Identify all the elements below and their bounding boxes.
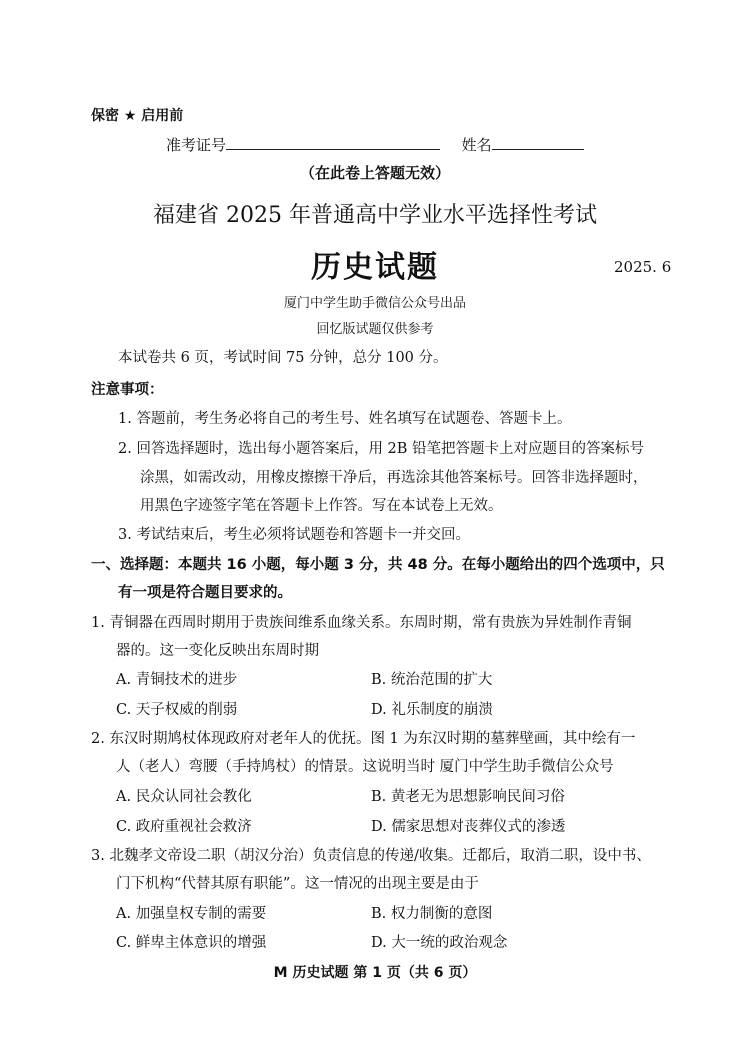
question-3-stem: 3. 北魏孝文帝设二职（胡汉分治）负责信息的传递/收集。迁都后，取消二职，设中书、 [91, 848, 651, 864]
note-item-2-cont: 涂黑，如需改动，用橡皮擦擦干净后，再选涂其他答案标号。回答非选择题时， [140, 470, 648, 486]
question-2-stem: 2. 东汉时期鸠杖体现政府对老年人的优抚。图 1 为东汉时期的墓葬壁画，其中绘有一 [91, 731, 636, 747]
name-blank [492, 135, 584, 150]
note-item-2: 2. 回答选择题时，选出每小题答案后，用 2B 铅笔把答题卡上对应题目的答案标号 [118, 441, 645, 457]
name-label: 姓名 [461, 136, 492, 154]
question-2-stem-cont: 人（老人）弯腰（手持鸠杖）的情景。这说明当时 厦门中学生助手微信公众号 [116, 759, 614, 775]
confidential-label: 保密 ★ 启用前 [91, 108, 184, 124]
question-1-stem: 1. 青铜器在西周时期用于贵族间维系血缘关系。东周时期，常有贵族为异姓制作青铜 [91, 615, 632, 631]
question-3-option-b: B. 权力制衡的意图 [371, 906, 493, 922]
question-1-option-a: A. 青铜技术的进步 [116, 672, 238, 688]
question-3-option-c: C. 鲜卑主体意识的增强 [116, 935, 267, 951]
question-2-option-c: C. 政府重视社会救济 [116, 819, 252, 835]
question-2-option-b: B. 黄老无为思想影响民间习俗 [371, 789, 565, 805]
page-footer: M 历史试题 第 1 页（共 6 页） [273, 965, 477, 981]
question-1-option-b: B. 统治范围的扩大 [371, 672, 493, 688]
question-3-option-a: A. 加强皇权专制的需要 [116, 906, 267, 922]
question-1-option-c: C. 天子权威的削弱 [116, 702, 238, 718]
exam-id-blank [226, 135, 440, 150]
question-1-stem-cont: 器的。这一变化反映出东周时期 [116, 643, 319, 659]
candidate-info-row [166, 134, 584, 155]
question-3-stem-cont: 门下机构“代替其原有职能”。这一情况的出现主要是由于 [116, 876, 479, 892]
exam-title: 福建省 2025 年普通高中学业水平选择性考试 [153, 203, 597, 228]
paper-info: 本试卷共 6 页，考试时间 75 分钟，总分 100 分。 [118, 350, 448, 366]
note-item-1: 1. 答题前，考生务必将自己的考生号、姓名填写在试题卷、答题卡上。 [118, 411, 572, 427]
notes-heading: 注意事项： [91, 382, 164, 398]
question-2-option-d: D. 儒家思想对丧葬仪式的渗透 [371, 819, 566, 835]
source-note: 厦门中学生助手微信公众号出品 [283, 296, 466, 311]
section-heading: 一、选择题：本题共 16 小题，每小题 3 分，共 48 分。在每小题给出的四个选项中，只 [91, 557, 665, 573]
note-item-2-cont: 用黑色字迹签字笔在答题卡上作答。写在本试卷上无效。 [140, 498, 503, 514]
question-2-option-a: A. 民众认同社会教化 [116, 789, 252, 805]
question-1-option-d: D. 礼乐制度的崩溃 [371, 702, 493, 718]
section-heading-cont: 有一项是符合题目要求的。 [118, 585, 292, 601]
answer-invalid-warning: （在此卷上答题无效） [299, 164, 450, 182]
recall-note: 回忆版试题仅供参考 [316, 322, 434, 337]
exam-date: 2025. 6 [614, 258, 672, 276]
exam-id-label: 准考证号 [166, 136, 227, 154]
question-3-option-d: D. 大一统的政治观念 [371, 935, 508, 951]
subject-title: 历史试题 [311, 250, 439, 285]
note-item-3: 3. 考试结束后，考生必须将试题卷和答题卡一并交回。 [118, 527, 470, 543]
